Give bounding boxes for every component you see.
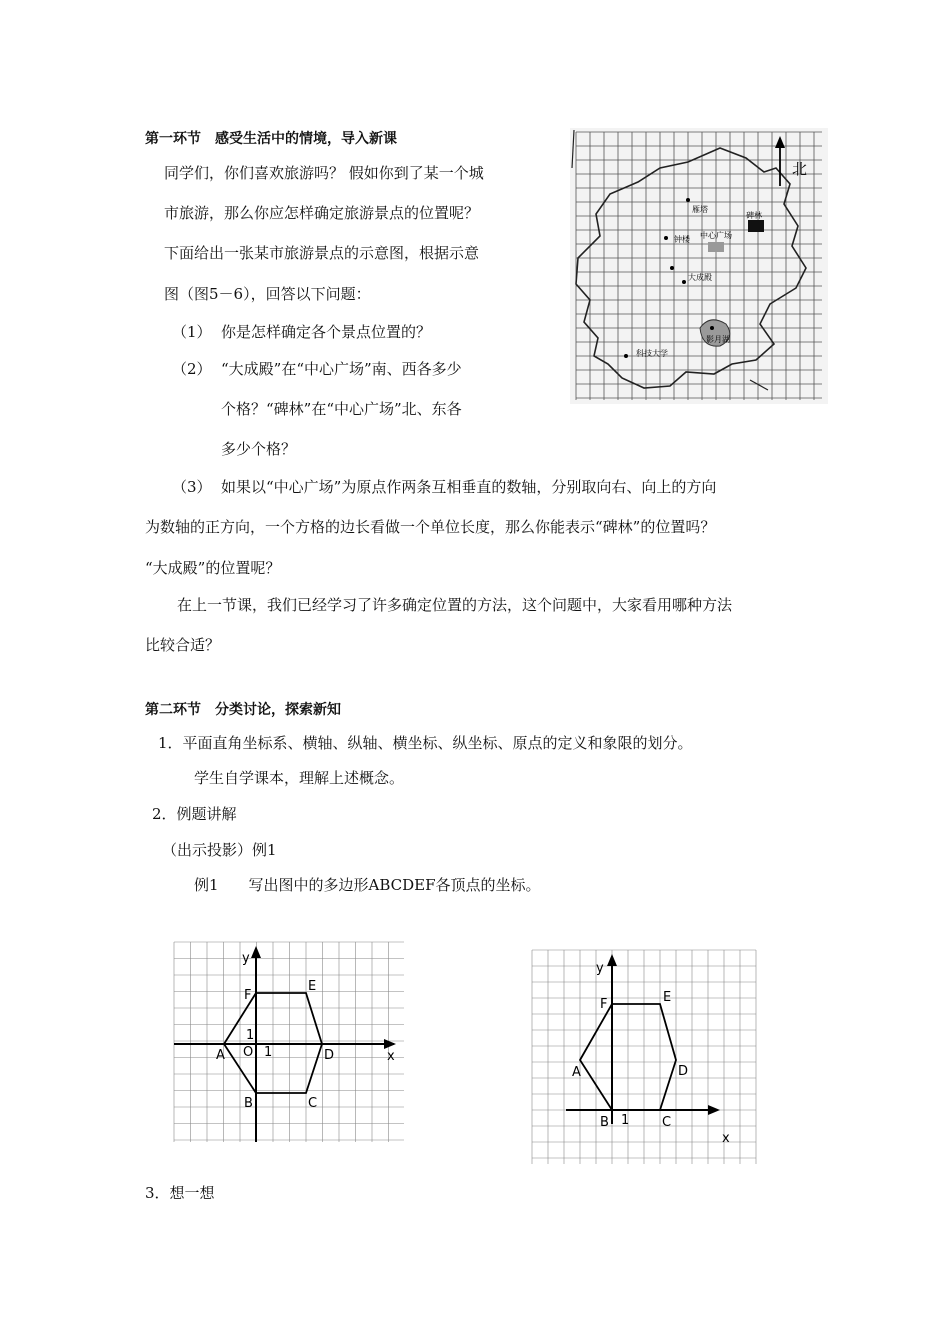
q3-line-1: 如果以“中心广场”为原点作两条互相垂直的数轴，分别取向右、向上的方向 (221, 478, 717, 496)
y-axis-arrow-icon (607, 954, 617, 966)
figure-2-coordinate-grid (530, 948, 758, 1168)
label-unit-x: 1 (264, 1045, 273, 1060)
label-E: E (663, 990, 672, 1005)
section2-title: 第二环节 分类讨论，探索新知 (145, 702, 341, 718)
intro-line-2: 市旅游，那么你应怎样确定旅游景点的位置呢？ (164, 204, 480, 222)
label-D: D (324, 1048, 335, 1063)
map-label-center: 中心广场 (700, 231, 732, 240)
item-1-sub: 学生自学课本，理解上述概念。 (194, 769, 405, 787)
q3-line-3: “大成殿”的位置呢？ (145, 559, 281, 577)
q2-line-1: “大成殿”在“中心广场”南、西各多少 (221, 360, 462, 378)
label-D: D (678, 1064, 689, 1079)
section1-title: 第一环节 感受生活中的情境，导入新课 (145, 131, 397, 147)
example-1: 例1 写出图中的多边形ABCDEF各顶点的坐标。 (194, 876, 541, 894)
label-E: E (308, 979, 317, 994)
q2-line-3: 多少个格？ (221, 440, 297, 458)
label-F: F (600, 997, 608, 1012)
map-label-dachengdian: 大成殿 (688, 273, 712, 282)
item-3: 3．想一想 (145, 1184, 215, 1202)
beilin-marker-icon (748, 220, 764, 232)
label-x: x (387, 1049, 395, 1064)
para-line-1: 在上一节课，我们已经学习了许多确定位置的方法，这个问题中，大家看用哪种方法 (177, 596, 733, 614)
show-projection: （出示投影）例1 (162, 841, 277, 859)
map-label-beilin: 碑林 (746, 211, 762, 220)
intro-line-1: 同学们，你们喜欢旅游吗？ 假如你到了某一个城 (164, 164, 484, 182)
label-B: B (244, 1096, 253, 1111)
label-A: A (216, 1048, 225, 1063)
q1-number: （1） (172, 323, 212, 341)
item-2: 2．例题讲解 (152, 805, 237, 823)
q3-line-2: 为数轴的正方向，一个方格的边长看做一个单位长度，那么你能表示“碑林”的位置吗？ (145, 518, 716, 536)
map-label-zhonglou: 钟楼 (674, 235, 690, 244)
q2-line-2: 个格？“碑林”在“中心广场”北、东各 (221, 400, 462, 418)
figure-1-coordinate-grid (172, 940, 407, 1146)
label-B: B (600, 1115, 609, 1130)
north-label: 北 (792, 160, 808, 178)
intro-line-3: 下面给出一张某市旅游景点的示意图，根据示意 (164, 244, 480, 262)
label-A: A (572, 1065, 581, 1080)
label-x: x (722, 1131, 730, 1146)
q1-text: 你是怎样确定各个景点位置的？ (221, 323, 432, 341)
x-axis-arrow-icon (384, 1039, 396, 1049)
y-axis-arrow-icon (251, 946, 261, 958)
label-y: y (242, 951, 250, 966)
para-line-2: 比较合适？ (145, 636, 221, 654)
label-C: C (308, 1096, 318, 1111)
label-unit-y: 1 (246, 1028, 255, 1043)
map-label-university: 科技大学 (636, 349, 668, 358)
label-unit: 1 (621, 1113, 630, 1128)
label-C: C (662, 1115, 672, 1130)
label-F: F (244, 988, 252, 1003)
x-axis-arrow-icon (708, 1105, 720, 1115)
map-label-yanta: 雁塔 (692, 205, 708, 214)
q2-number: （2） (172, 360, 212, 378)
intro-line-4: 图（图5－6），回答以下问题： (164, 285, 371, 303)
label-y: y (596, 961, 604, 976)
label-O: O (243, 1045, 254, 1060)
item-1: 1．平面直角坐标系、横轴、纵轴、横坐标、纵坐标、原点的定义和象限的划分。 (158, 734, 693, 752)
q3-number: （3） (172, 478, 212, 496)
center-square-marker-icon (708, 242, 724, 252)
map-label-lake: 影月湖 (706, 335, 730, 344)
tourist-map (570, 128, 828, 404)
